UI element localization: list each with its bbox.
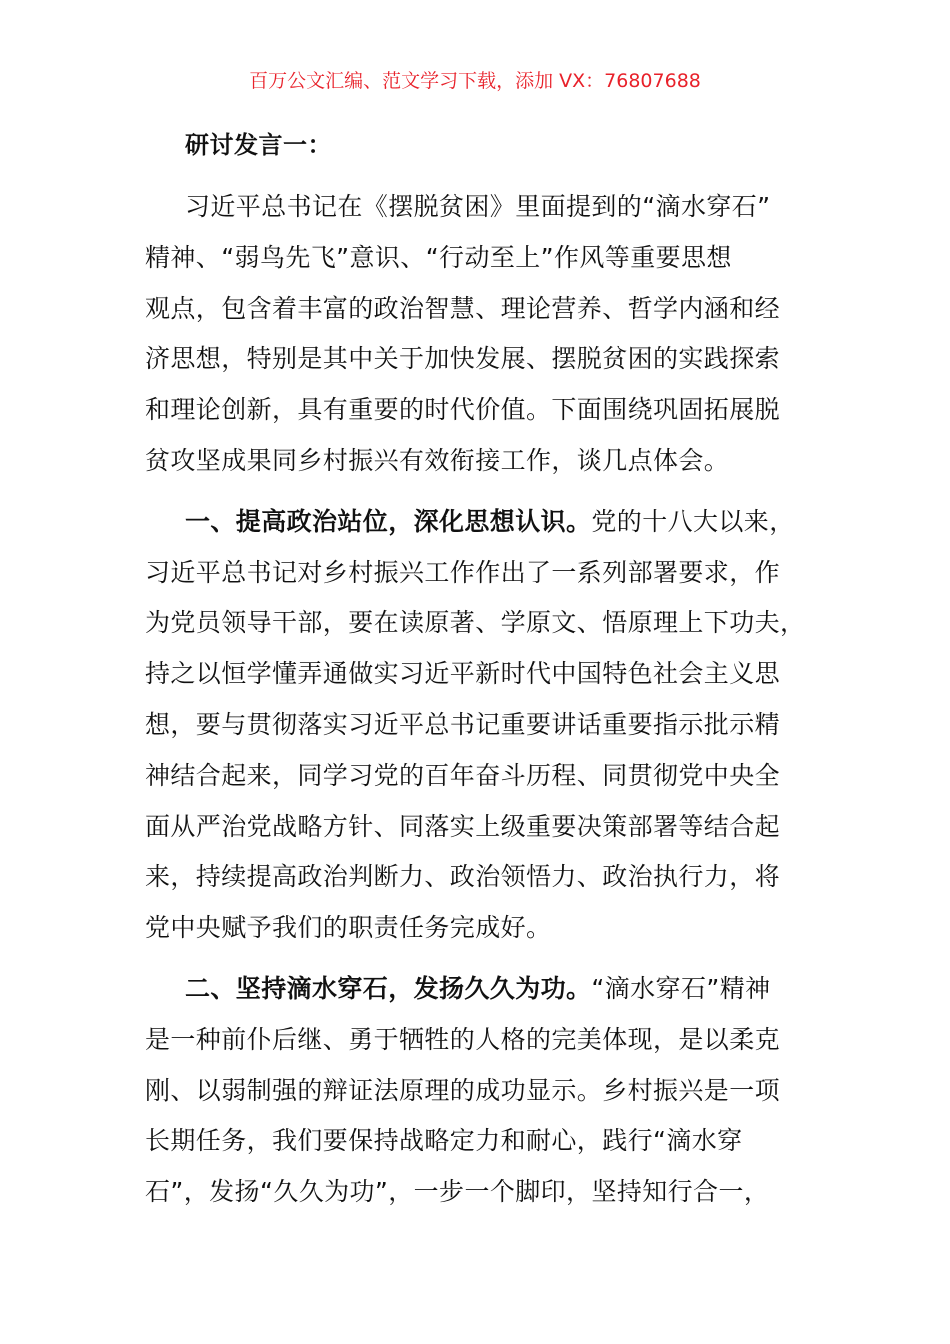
paragraph-line — [145, 497, 810, 548]
paragraph-line: 想，要与贯彻落实习近平总书记重要讲话重要指示批示精 — [145, 709, 781, 739]
section-2-lead-text: “滴水穿石”精神 — [591, 973, 771, 1003]
paragraph-line: 贫攻坚成果同乡村振兴有效衔接工作，谈几点体会。 — [145, 445, 730, 475]
section-1-title: 一、提高政治站位，深化思想认识。 — [185, 506, 592, 536]
paragraph-line: 精神、“弱鸟先飞”意识、“行动至上”作风等重要思想 — [145, 242, 732, 272]
paragraph-line: 石”，发扬“久久为功”，一步一个脚印，坚持知行合一， — [145, 1177, 770, 1207]
paragraph-line: 长期任务，我们要保持战略定力和耐心，践行“滴水穿 — [145, 1126, 743, 1156]
watermark-header: 百万公文汇编、范文学习下载，添加 VX：76807688 — [249, 70, 701, 92]
paragraph-line: 和理论创新，具有重要的时代价值。下面围绕巩固拓展脱 — [145, 395, 781, 425]
paragraph-line: 来，持续提高政治判断力、政治领悟力、政治执行力，将 — [145, 862, 781, 892]
document-heading: 研讨发言一： — [185, 131, 332, 159]
paragraph-line: 党中央赋予我们的职责任务完成好。 — [145, 913, 552, 943]
paragraph-section-2 — [145, 964, 810, 1218]
paragraph-line: 刚、以弱制强的辩证法原理的成功显示。乡村振兴是一项 — [145, 1075, 781, 1105]
section-2-title: 二、坚持滴水穿石，发扬久久为功。 — [185, 973, 592, 1003]
paragraph-line: 济思想，特别是其中关于加快发展、摆脱贫困的实践探索 — [145, 344, 781, 374]
section-1-lead-text: 党的十八大以来， — [591, 506, 795, 536]
paragraph-line — [145, 964, 810, 1015]
paragraph-intro — [145, 182, 810, 487]
paragraph-line: 习近平总书记在《摆脱贫困》里面提到的“滴水穿石” — [185, 192, 771, 221]
paragraph-line: 习近平总书记对乡村振兴工作作出了一系列部署要求，作 — [145, 557, 781, 587]
paragraph-line: 观点，包含着丰富的政治智慧、理论营养、哲学内涵和经 — [145, 293, 781, 323]
paragraph-line: 为党员领导干部，要在读原著、学原文、悟原理上下功夫， — [145, 608, 806, 638]
paragraph-line: 持之以恒学懂弄通做实习近平新时代中国特色社会主义思 — [145, 659, 781, 689]
paragraph-section-1 — [145, 497, 810, 954]
paragraph-line: 神结合起来，同学习党的百年奋斗历程、同贯彻党中央全 — [145, 760, 781, 790]
document-body — [145, 120, 810, 1228]
paragraph-line: 面从严治党战略方针、同落实上级重要决策部署等结合起 — [145, 811, 781, 841]
paragraph-line: 是一种前仆后继、勇于牺牲的人格的完美体现，是以柔克 — [145, 1024, 781, 1054]
